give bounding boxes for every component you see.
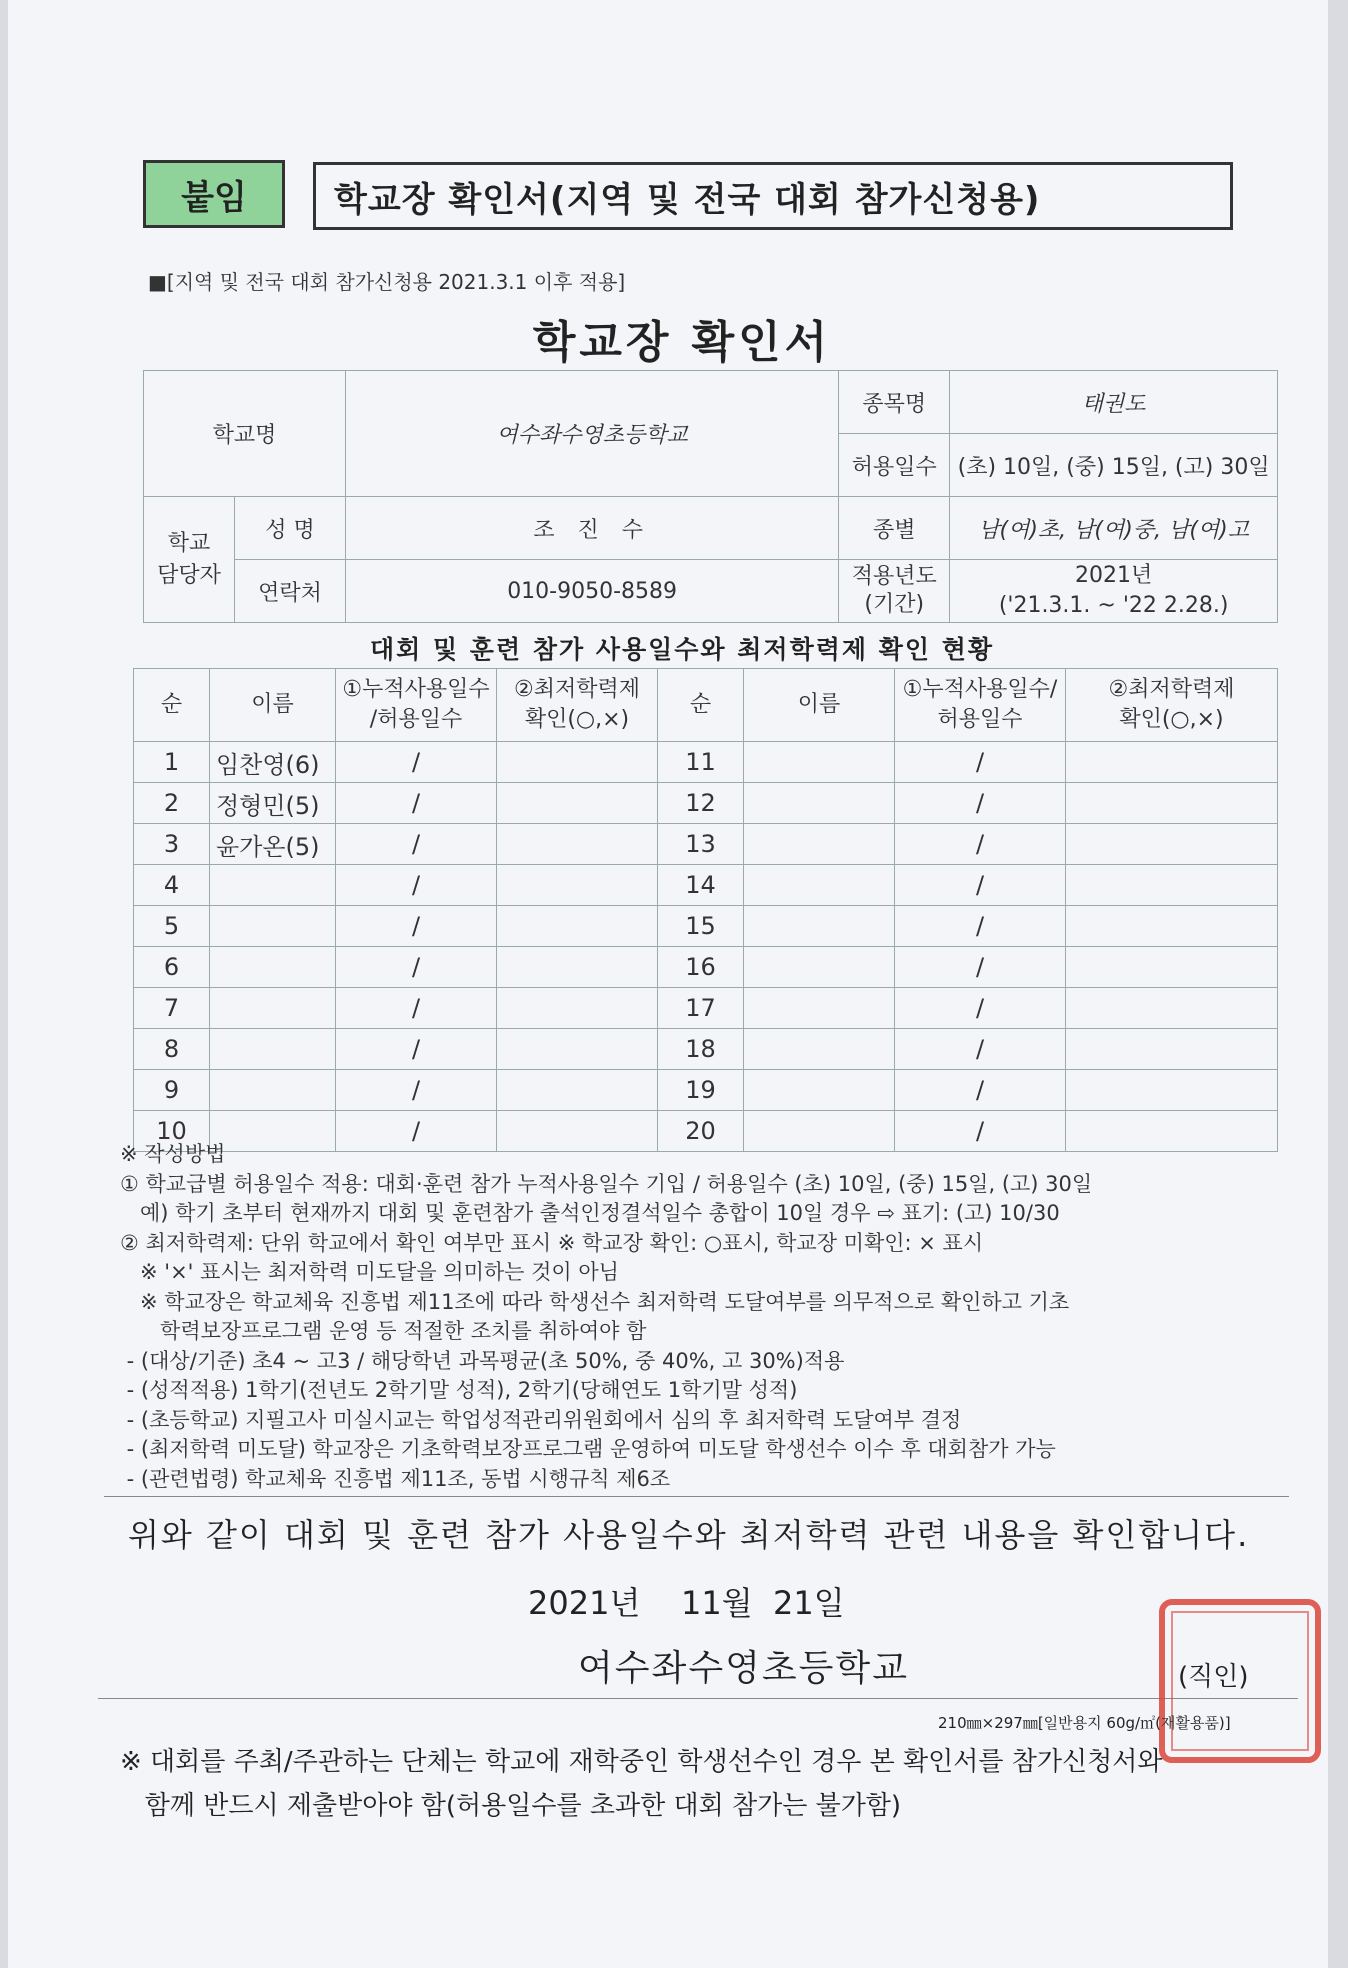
row-no: 7 [134, 988, 210, 1029]
applicability-note: ■[지역 및 전국 대회 참가신청용 2021.3.1 이후 적용] [148, 270, 626, 294]
row-no-2: 12 [658, 783, 744, 824]
row-name [210, 865, 336, 906]
row-no: 1 [134, 742, 210, 783]
year-label: 적용년도 (기간) [839, 560, 950, 623]
row-days: / [336, 783, 497, 824]
row-no-2: 16 [658, 947, 744, 988]
guide-line: - (대상/기준) 초4 ~ 고3 / 해당학년 과목평균(초 50%, 중 40%, 고 30%)적용 [120, 1348, 845, 1373]
school-label: 학교명 [144, 371, 346, 497]
row-no-2: 18 [658, 1029, 744, 1070]
row-days-2: / [895, 1111, 1066, 1152]
name-value: 조 진 수 [346, 497, 839, 560]
row-days-2: / [895, 906, 1066, 947]
row-name-2 [744, 783, 895, 824]
school-value: 여수좌수영초등학교 [346, 371, 839, 497]
row-name: 정형민(5) [210, 783, 336, 824]
row-days-2: / [895, 947, 1066, 988]
issue-date: 2021년 11월 21일 [528, 1584, 845, 1622]
col-days-2: ①누적사용일수/ 허용일수 [895, 669, 1066, 742]
row-check-2 [1066, 783, 1278, 824]
row-check-2 [1066, 988, 1278, 1029]
guide-line: ※ '×' 표시는 최저학력 미도달을 의미하는 것이 아님 [120, 1260, 619, 1284]
guide-line: 학력보장프로그램 운영 등 적절한 조치를 취하여야 함 [120, 1319, 647, 1343]
row-days: / [336, 1070, 497, 1111]
row-days: / [336, 742, 497, 783]
event-value: 태권도 [950, 371, 1278, 434]
page-title: 학교장 확인서 [532, 317, 832, 368]
divider [98, 1698, 1298, 1699]
footer-note [120, 1740, 1162, 1828]
event-label: 종목명 [839, 371, 950, 434]
row-no-2: 20 [658, 1111, 744, 1152]
row-check [497, 783, 658, 824]
row-check-2 [1066, 947, 1278, 988]
status-title: 대회 및 훈련 참가 사용일수와 최저학력제 확인 현황 [369, 635, 995, 664]
row-no: 8 [134, 1029, 210, 1070]
contact-label: 연락처 [235, 560, 346, 623]
row-days: / [336, 988, 497, 1029]
row-name-2 [744, 1070, 895, 1111]
year-cell [950, 560, 1278, 623]
row-no: 3 [134, 824, 210, 865]
row-check-2 [1066, 906, 1278, 947]
guide-line: - (관련법령) 학교체육 진흥법 제11조, 동법 시행규칙 제6조 [120, 1466, 671, 1491]
row-name-2 [744, 824, 895, 865]
row-days: / [336, 1029, 497, 1070]
table-row [134, 1070, 1278, 1111]
status-table [133, 668, 1278, 1152]
table-row [134, 947, 1278, 988]
row-name [210, 906, 336, 947]
allow-value: (초) 10일, (중) 15일, (고) 30일 [950, 434, 1278, 497]
table-row [134, 824, 1278, 865]
row-days: / [336, 947, 497, 988]
row-check [497, 906, 658, 947]
footer-line: 함께 반드시 제출받아야 함(허용일수를 초과한 대회 참가는 불가함) [120, 1791, 902, 1821]
row-days-2: / [895, 865, 1066, 906]
contact-value: 010-9050-8589 [346, 560, 839, 623]
manager-label: 학교 담당자 [144, 497, 235, 623]
row-name [210, 988, 336, 1029]
row-no-2: 17 [658, 988, 744, 1029]
year-period: ('21.3.1. ~ '22 2.28.) [998, 593, 1229, 618]
guide-line: - (성적적용) 1학기(전년도 2학기말 성적), 2학기(당해연도 1학기말 성적) [120, 1378, 798, 1402]
row-check-2 [1066, 824, 1278, 865]
attachment-tag: 붙임 [143, 160, 285, 228]
col-no: 순 [134, 669, 210, 742]
row-check [497, 824, 658, 865]
row-check [497, 1070, 658, 1111]
row-name: 임찬영(6) [210, 742, 336, 783]
row-name-2 [744, 865, 895, 906]
row-name [210, 1029, 336, 1070]
row-days: / [336, 865, 497, 906]
table-row [134, 865, 1278, 906]
year-value: 2021년 [1075, 563, 1153, 588]
guide-line: ※ 학교장은 학교체육 진흥법 제11조에 따라 학생선수 최저학력 도달여부를 의무적으로 확인하고 기초 [120, 1289, 1070, 1314]
row-name-2 [744, 947, 895, 988]
guide-line: 예) 학기 초부터 현재까지 대회 및 훈련참가 출석인정결석일수 총합이 10일 경우 ⇨ 표기: (고) 10/30 [120, 1201, 1060, 1225]
row-days: / [336, 824, 497, 865]
col-no-2: 순 [658, 669, 744, 742]
table-row [134, 988, 1278, 1029]
table-row [134, 742, 1278, 783]
row-no-2: 11 [658, 742, 744, 783]
guide-line: ② 최저학력제: 단위 학교에서 확인 여부만 표시 ※ 학교장 확인: ○표시, 학교장 미확인: × 표시 [120, 1230, 984, 1255]
row-name-2 [744, 906, 895, 947]
table-row [134, 1029, 1278, 1070]
row-name [210, 947, 336, 988]
gender-label: 종별 [839, 497, 950, 560]
col-check: ②최저학력제 확인(○,×) [497, 669, 658, 742]
row-days-2: / [895, 988, 1066, 1029]
row-no: 2 [134, 783, 210, 824]
guide-line: ① 학교급별 허용일수 적용: 대회·훈련 참가 누적사용일수 기입 / 허용일수 (초) 10일, (중) 15일, (고) 30일 [120, 1171, 1093, 1196]
footer-line: ※ 대회를 주최/주관하는 단체는 학교에 재학중인 학생선수인 경우 본 확인서를 참가신청서와 [120, 1747, 1163, 1777]
seal-label: (직인) [1178, 1662, 1249, 1692]
divider [104, 1496, 1289, 1497]
row-no: 10 [134, 1111, 210, 1152]
col-check-2: ②최저학력제 확인(○,×) [1066, 669, 1278, 742]
row-days-2: / [895, 1070, 1066, 1111]
row-days-2: / [895, 783, 1066, 824]
writing-guide [120, 1140, 1290, 1494]
row-no: 9 [134, 1070, 210, 1111]
row-check [497, 1029, 658, 1070]
row-days: / [336, 1111, 497, 1152]
row-name-2 [744, 1029, 895, 1070]
allow-label: 허용일수 [839, 434, 950, 497]
row-days-2: / [895, 742, 1066, 783]
table-row [134, 783, 1278, 824]
row-days-2: / [895, 824, 1066, 865]
row-check-2 [1066, 1029, 1278, 1070]
row-name-2 [744, 742, 895, 783]
table-row [134, 906, 1278, 947]
row-check-2 [1066, 742, 1278, 783]
school-signature: 여수좌수영초등학교 [578, 1648, 909, 1689]
row-check [497, 988, 658, 1029]
row-no-2: 13 [658, 824, 744, 865]
row-no: 4 [134, 865, 210, 906]
gender-value: 남(여)초, 남(여)중, 남(여)고 [950, 497, 1278, 560]
paper-spec: 210㎜×297㎜[일반용지 60g/㎡(재활용품)] [938, 1714, 1231, 1732]
row-no-2: 15 [658, 906, 744, 947]
guide-line: - (최저학력 미도달) 학교장은 기초학력보장프로그램 운영하여 미도달 학생선수 이수 후 대회참가 가능 [120, 1437, 1056, 1461]
row-no: 6 [134, 947, 210, 988]
name-label: 성 명 [235, 497, 346, 560]
info-table [143, 370, 1278, 623]
row-days: / [336, 906, 497, 947]
guide-line: ※ 작성방법 [120, 1142, 226, 1166]
document-page [8, 0, 1328, 1968]
col-name-2: 이름 [744, 669, 895, 742]
row-name-2 [744, 988, 895, 1029]
row-days-2: / [895, 1029, 1066, 1070]
confirm-statement: 위와 같이 대회 및 훈련 참가 사용일수와 최저학력 관련 내용을 확인합니다. [128, 1516, 1250, 1554]
row-no-2: 14 [658, 865, 744, 906]
col-days: ①누적사용일수 /허용일수 [336, 669, 497, 742]
row-check [497, 865, 658, 906]
row-check [497, 742, 658, 783]
row-name [210, 1070, 336, 1111]
row-check [497, 947, 658, 988]
row-check-2 [1066, 865, 1278, 906]
row-no: 5 [134, 906, 210, 947]
row-no-2: 19 [658, 1070, 744, 1111]
row-check-2 [1066, 1070, 1278, 1111]
form-title: 학교장 확인서(지역 및 전국 대회 참가신청용) [313, 162, 1233, 230]
guide-line: - (초등학교) 지필고사 미실시교는 학업성적관리위원회에서 심의 후 최저학력 도달여부 결정 [120, 1407, 962, 1432]
row-name: 윤가온(5) [210, 824, 336, 865]
col-name: 이름 [210, 669, 336, 742]
